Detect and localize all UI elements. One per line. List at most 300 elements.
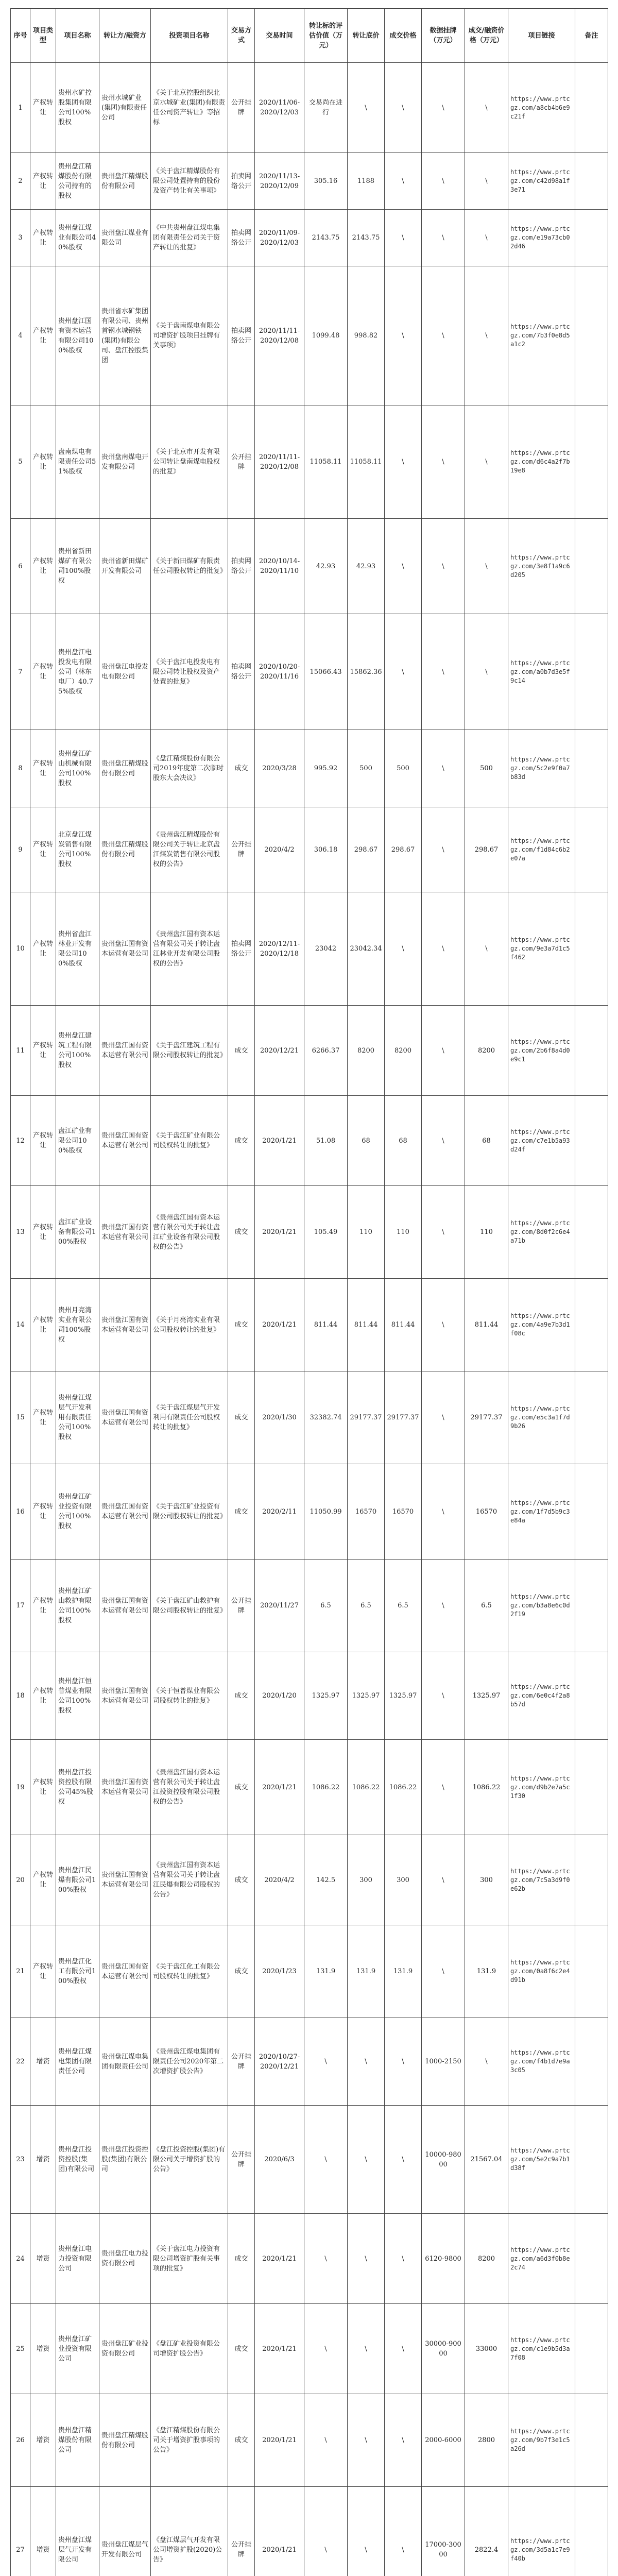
cell-name: 贵州盘江民爆有限公司100%股权 <box>56 1835 99 1925</box>
cell-type: 产权转让 <box>30 519 56 614</box>
cell-no: 27 <box>11 2487 30 2576</box>
cell-method: 公开挂牌 <box>228 63 255 153</box>
column-header: 序号 <box>11 9 30 63</box>
column-header: 成交/融资价格（万元） <box>465 9 508 63</box>
cell-floor: \ <box>348 2487 385 2576</box>
cell-no: 24 <box>11 2214 30 2304</box>
cell-floor: \ <box>348 2304 385 2394</box>
cell-no: 25 <box>11 2304 30 2394</box>
cell-floor: 11058.11 <box>348 405 385 519</box>
cell-type: 产权转让 <box>30 1371 56 1464</box>
cell-no: 18 <box>11 1652 30 1740</box>
cell-project: 《盘江精煤股份有限公司关于增资扩股事项的公告》 <box>151 2394 228 2487</box>
cell-time: 2020/1/21 <box>255 2487 304 2576</box>
cell-deal: 1325.97 <box>385 1652 422 1740</box>
table-row <box>11 2106 608 2214</box>
cell-price: 2800 <box>465 2394 508 2487</box>
cell-deal: \ <box>385 153 422 210</box>
cell-valuation: \ <box>304 2394 348 2487</box>
cell-price: \ <box>465 405 508 519</box>
cell-deal: \ <box>385 2214 422 2304</box>
table-row <box>11 2214 608 2304</box>
cell-no: 26 <box>11 2394 30 2487</box>
cell-floor: 500 <box>348 730 385 807</box>
cell-price: 2822.4 <box>465 2487 508 2576</box>
cell-price: \ <box>465 153 508 210</box>
cell-time: 2020/10/14-2020/11/10 <box>255 519 304 614</box>
cell-price: 131.9 <box>465 1925 508 2018</box>
cell-party: 贵州水城矿业(集团)有限责任公司 <box>99 63 151 153</box>
cell-party: 贵州盘江精煤股份有限公司 <box>99 2394 151 2487</box>
cell-type: 产权转让 <box>30 1464 56 1560</box>
cell-time: 2020/11/11-2020/12/08 <box>255 405 304 519</box>
cell-name: 贵州盘江矿山机械有限公司100%股权 <box>56 730 99 807</box>
cell-note <box>575 1835 608 1925</box>
cell-project: 《贵州盘江国有资本运营有限公司关于转让盘江民爆有限公司股权的公告》 <box>151 1835 228 1925</box>
cell-type: 产权转让 <box>30 153 56 210</box>
cell-no: 11 <box>11 1006 30 1096</box>
cell-listing: \ <box>422 1279 465 1371</box>
cell-link[interactable]: https://www.prtcgz.com/c1e9b5d3a7f08 <box>508 2304 575 2394</box>
cell-party: 贵州盘江国有资本运营有限公司 <box>99 1371 151 1464</box>
cell-note <box>575 2018 608 2106</box>
cell-note <box>575 614 608 730</box>
column-header: 项目类型 <box>30 9 56 63</box>
cell-project: 《关于北京市开发有限公司转让盘南煤电股权的批复》 <box>151 405 228 519</box>
cell-method: 成交 <box>228 730 255 807</box>
cell-no: 1 <box>11 63 30 153</box>
cell-valuation: 105.49 <box>304 1186 348 1279</box>
cell-link[interactable]: https://www.prtcgz.com/c42d98a1f3e71 <box>508 153 575 210</box>
cell-floor: 23042.34 <box>348 892 385 1006</box>
cell-project: 《盘江矿业投资有限公司增资扩股公告》 <box>151 2304 228 2394</box>
cell-price: 300 <box>465 1835 508 1925</box>
cell-party: 贵州省新田煤矿开发有限公司 <box>99 519 151 614</box>
cell-link[interactable]: https://www.prtcgz.com/f1d84c6b2e07a <box>508 807 575 892</box>
cell-valuation: 23042 <box>304 892 348 1006</box>
cell-deal: 811.44 <box>385 1279 422 1371</box>
cell-link[interactable]: https://www.prtcgz.com/4a9e7b3d1f08c <box>508 1279 575 1371</box>
cell-project: 《贵州盘江国有资本运营有限公司关于转让盘江投资控股有限公司股权的公告》 <box>151 1740 228 1835</box>
cell-project: 《盘江煤层气开发有限公司增资扩股(2020)公告》 <box>151 2487 228 2576</box>
table-row <box>11 210 608 266</box>
cell-listing: 17000-30000 <box>422 2487 465 2576</box>
cell-link[interactable]: https://www.prtcgz.com/7c5a3d9f0e62b <box>508 1835 575 1925</box>
cell-no: 2 <box>11 153 30 210</box>
cell-note <box>575 153 608 210</box>
cell-name: 贵州盘江矿业投资有限公司100%股权 <box>56 1464 99 1560</box>
cell-price: \ <box>465 266 508 405</box>
cell-name: 贵州盘江投资控股有限公司45%股权 <box>56 1740 99 1835</box>
cell-note <box>575 1560 608 1652</box>
cell-deal: \ <box>385 2487 422 2576</box>
table-row <box>11 807 608 892</box>
cell-name: 贵州盘江矿业投资有限公司 <box>56 2304 99 2394</box>
table-row <box>11 1835 608 1925</box>
cell-type: 产权转让 <box>30 1186 56 1279</box>
cell-deal: \ <box>385 266 422 405</box>
cell-deal: 8200 <box>385 1006 422 1096</box>
cell-method: 成交 <box>228 1186 255 1279</box>
cell-type: 产权转让 <box>30 405 56 519</box>
table-row <box>11 519 608 614</box>
cell-link[interactable]: https://www.prtcgz.com/9b7f3e1c5a26d <box>508 2394 575 2487</box>
column-header: 转让方/融资方 <box>99 9 151 63</box>
cell-valuation: 2143.75 <box>304 210 348 266</box>
cell-method: 拍卖网络公开 <box>228 210 255 266</box>
cell-name: 盘江矿业有限公司100%股权 <box>56 1096 99 1186</box>
cell-method: 成交 <box>228 2304 255 2394</box>
cell-name: 盘江矿业设备有限公司100%股权 <box>56 1186 99 1279</box>
cell-type: 增资 <box>30 2304 56 2394</box>
cell-floor: 16570 <box>348 1464 385 1560</box>
cell-price: 33000 <box>465 2304 508 2394</box>
cell-party: 贵州盘江国有资本运营有限公司 <box>99 1006 151 1096</box>
table-row <box>11 2487 608 2576</box>
cell-listing: 1000-2150 <box>422 2018 465 2106</box>
cell-project: 《贵州盘江国有资本运营有限公司关于转让盘江矿业设备有限公司股权的公告》 <box>151 1186 228 1279</box>
cell-no: 8 <box>11 730 30 807</box>
cell-no: 17 <box>11 1560 30 1652</box>
cell-type: 增资 <box>30 2487 56 2576</box>
cell-listing: \ <box>422 730 465 807</box>
cell-time: 2020/11/27 <box>255 1560 304 1652</box>
cell-type: 增资 <box>30 2394 56 2487</box>
table-row <box>11 730 608 807</box>
cell-link[interactable]: https://www.prtcgz.com/6e0c4f2a8b57d <box>508 1652 575 1740</box>
cell-link[interactable]: https://www.prtcgz.com/5e2c9a7b1d38f <box>508 2106 575 2214</box>
cell-link[interactable]: https://www.prtcgz.com/5c2e9f0a7b83d <box>508 730 575 807</box>
cell-note <box>575 1279 608 1371</box>
cell-link[interactable]: https://www.prtcgz.com/8d0f2c6e4a71b <box>508 1186 575 1279</box>
cell-no: 6 <box>11 519 30 614</box>
table-row <box>11 2018 608 2106</box>
cell-no: 14 <box>11 1279 30 1371</box>
cell-time: 2020/11/09-2020/12/03 <box>255 210 304 266</box>
cell-project: 《关于盘江精煤股份有限公司处置持有的股份及资产转让有关事项》 <box>151 153 228 210</box>
cell-time: 2020/1/21 <box>255 2214 304 2304</box>
cell-type: 产权转让 <box>30 614 56 730</box>
cell-deal: 300 <box>385 1835 422 1925</box>
cell-note <box>575 63 608 153</box>
cell-party: 贵州盘江国有资本运营有限公司 <box>99 1740 151 1835</box>
cell-valuation: 306.18 <box>304 807 348 892</box>
cell-time: 2020/4/2 <box>255 807 304 892</box>
cell-price: 8200 <box>465 2214 508 2304</box>
table-row <box>11 2304 608 2394</box>
cell-note <box>575 1186 608 1279</box>
cell-floor: 1325.97 <box>348 1652 385 1740</box>
cell-valuation: \ <box>304 2214 348 2304</box>
cell-method: 公开挂牌 <box>228 807 255 892</box>
table-row <box>11 1279 608 1371</box>
cell-method: 成交 <box>228 1006 255 1096</box>
cell-method: 成交 <box>228 2394 255 2487</box>
cell-floor: 131.9 <box>348 1925 385 2018</box>
cell-link[interactable]: https://www.prtcgz.com/7b3f0e8d5a1c2 <box>508 266 575 405</box>
cell-time: 2020/6/3 <box>255 2106 304 2214</box>
cell-party: 贵州盘江国有资本运营有限公司 <box>99 1835 151 1925</box>
cell-deal: \ <box>385 405 422 519</box>
cell-link[interactable]: https://www.prtcgz.com/e5c3a1f7d9b26 <box>508 1371 575 1464</box>
table-row <box>11 153 608 210</box>
table-row <box>11 1186 608 1279</box>
cell-link[interactable]: https://www.prtcgz.com/a0b7d3e5f9c14 <box>508 614 575 730</box>
cell-floor: \ <box>348 63 385 153</box>
cell-price: 16570 <box>465 1464 508 1560</box>
cell-listing: \ <box>422 1186 465 1279</box>
cell-name: 贵州盘江煤层气开发有限公司 <box>56 2487 99 2576</box>
cell-time: 2020/1/21 <box>255 2394 304 2487</box>
cell-listing: \ <box>422 153 465 210</box>
cell-type: 产权转让 <box>30 266 56 405</box>
cell-time: 2020/1/30 <box>255 1371 304 1464</box>
cell-deal: 500 <box>385 730 422 807</box>
cell-time: 2020/10/27-2020/12/21 <box>255 2018 304 2106</box>
cell-method: 成交 <box>228 1279 255 1371</box>
cell-link[interactable]: https://www.prtcgz.com/9e3a7d1c5f462 <box>508 892 575 1006</box>
cell-party: 贵州盘江煤层气开发有限公司 <box>99 2487 151 2576</box>
cell-link[interactable]: https://www.prtcgz.com/0a8f6c2e4d91b <box>508 1925 575 2018</box>
cell-type: 产权转让 <box>30 1096 56 1186</box>
cell-type: 产权转让 <box>30 730 56 807</box>
cell-deal: \ <box>385 519 422 614</box>
cell-price: \ <box>465 63 508 153</box>
cell-name: 贵州省盘江林业开发有限公司100%股权 <box>56 892 99 1006</box>
cell-party: 贵州盘江精煤股份有限公司 <box>99 730 151 807</box>
cell-listing: \ <box>422 1740 465 1835</box>
cell-price: \ <box>465 2018 508 2106</box>
cell-listing: 30000-90000 <box>422 2304 465 2394</box>
cell-type: 产权转让 <box>30 807 56 892</box>
cell-listing: \ <box>422 1560 465 1652</box>
cell-party: 贵州盘江煤业有限公司 <box>99 210 151 266</box>
cell-note <box>575 807 608 892</box>
cell-note <box>575 1740 608 1835</box>
cell-link[interactable]: https://www.prtcgz.com/1f7d5b9c3e84a <box>508 1464 575 1560</box>
cell-type: 产权转让 <box>30 1925 56 2018</box>
cell-party: 贵州盘江国有资本运营有限公司 <box>99 1096 151 1186</box>
cell-note <box>575 1652 608 1740</box>
cell-method: 成交 <box>228 1835 255 1925</box>
cell-deal: \ <box>385 2304 422 2394</box>
cell-link[interactable]: https://www.prtcgz.com/f4b1d7e9a3c05 <box>508 2018 575 2106</box>
cell-link[interactable]: https://www.prtcgz.com/3e8f1a9c6d205 <box>508 519 575 614</box>
cell-valuation: 32382.74 <box>304 1371 348 1464</box>
cell-name: 盘南煤电有限责任公司51%股权 <box>56 405 99 519</box>
cell-name: 贵州盘江煤层气开发利用有限责任公司100%股权 <box>56 1371 99 1464</box>
cell-floor: \ <box>348 2394 385 2487</box>
cell-time: 2020/1/21 <box>255 2304 304 2394</box>
table-row <box>11 892 608 1006</box>
table-row <box>11 614 608 730</box>
cell-project: 《盘江精煤股份有限公司2019年度第二次临时股东大会决议》 <box>151 730 228 807</box>
cell-party: 贵州盘江电力投资有限公司 <box>99 2214 151 2304</box>
cell-deal: \ <box>385 210 422 266</box>
cell-price: 500 <box>465 730 508 807</box>
cell-floor: 110 <box>348 1186 385 1279</box>
cell-time: 2020/1/20 <box>255 1652 304 1740</box>
cell-time: 2020/1/23 <box>255 1925 304 2018</box>
cell-name: 贵州水矿控股集团有限公司100%股权 <box>56 63 99 153</box>
cell-method: 成交 <box>228 1371 255 1464</box>
cell-time: 2020/1/21 <box>255 1740 304 1835</box>
cell-valuation: \ <box>304 2304 348 2394</box>
cell-listing: \ <box>422 519 465 614</box>
cell-deal: 298.67 <box>385 807 422 892</box>
cell-method: 成交 <box>228 1096 255 1186</box>
cell-link[interactable]: https://www.prtcgz.com/3d5a1c7e9f40b <box>508 2487 575 2576</box>
cell-note <box>575 2394 608 2487</box>
cell-party: 贵州盘江国有资本运营有限公司 <box>99 1279 151 1371</box>
cell-valuation: 11058.11 <box>304 405 348 519</box>
cell-price: 8200 <box>465 1006 508 1096</box>
cell-no: 21 <box>11 1925 30 2018</box>
cell-project: 《贵州盘江国有资本运营有限公司关于转让盘江林业开发有限公司股权的公告》 <box>151 892 228 1006</box>
cell-party: 贵州盘江精煤股份有限公司 <box>99 153 151 210</box>
cell-no: 10 <box>11 892 30 1006</box>
cell-price: 110 <box>465 1186 508 1279</box>
table-row <box>11 63 608 153</box>
cell-deal: 16570 <box>385 1464 422 1560</box>
cell-valuation: 交易尚在进行 <box>304 63 348 153</box>
cell-name: 贵州盘江投资控股(集团)有限公司 <box>56 2106 99 2214</box>
cell-link[interactable]: https://www.prtcgz.com/a8cb4b6e9c21f <box>508 63 575 153</box>
cell-listing: 2000-6000 <box>422 2394 465 2487</box>
cell-note <box>575 519 608 614</box>
cell-method: 公开挂牌 <box>228 2106 255 2214</box>
cell-project: 《关于月亮湾实业有限公司股权转让的批复》 <box>151 1279 228 1371</box>
cell-valuation: 15066.43 <box>304 614 348 730</box>
cell-listing: \ <box>422 1096 465 1186</box>
cell-name: 贵州盘江煤业有限公司40%股权 <box>56 210 99 266</box>
cell-party: 贵州盘江国有资本运营有限公司 <box>99 1560 151 1652</box>
cell-floor: 6.5 <box>348 1560 385 1652</box>
cell-type: 产权转让 <box>30 1006 56 1096</box>
cell-link[interactable]: https://www.prtcgz.com/a6d3f0b8e2c74 <box>508 2214 575 2304</box>
cell-method: 拍卖网络公开 <box>228 892 255 1006</box>
disclosure-table <box>10 8 608 2576</box>
cell-name: 贵州盘江化工有限公司100%股权 <box>56 1925 99 2018</box>
cell-valuation: \ <box>304 2106 348 2214</box>
cell-valuation: 1086.22 <box>304 1740 348 1835</box>
cell-link[interactable]: https://www.prtcgz.com/c7e1b5a93d24f <box>508 1096 575 1186</box>
cell-floor: 298.67 <box>348 807 385 892</box>
cell-time: 2020/1/21 <box>255 1096 304 1186</box>
cell-name: 北京盘江煤炭销售有限公司100%股权 <box>56 807 99 892</box>
cell-listing: \ <box>422 1006 465 1096</box>
cell-link[interactable]: https://www.prtcgz.com/d6c4a2f7b19e8 <box>508 405 575 519</box>
cell-party: 贵州盘江煤电集团有限责任公司 <box>99 2018 151 2106</box>
column-header: 项目名称 <box>56 9 99 63</box>
cell-name: 贵州月亮湾实业有限公司100%股权 <box>56 1279 99 1371</box>
cell-note <box>575 266 608 405</box>
cell-link[interactable]: https://www.prtcgz.com/b3a8e6c0d2f19 <box>508 1560 575 1652</box>
cell-link[interactable]: https://www.prtcgz.com/e19a73cb02d46 <box>508 210 575 266</box>
cell-party: 贵州盘江国有资本运营有限公司 <box>99 1464 151 1560</box>
cell-link[interactable]: https://www.prtcgz.com/d9b2e7a5c1f30 <box>508 1740 575 1835</box>
cell-party: 贵州盘江投资控股(集团)有限公司 <box>99 2106 151 2214</box>
cell-method: 拍卖网络公开 <box>228 153 255 210</box>
cell-time: 2020/2/11 <box>255 1464 304 1560</box>
cell-listing: \ <box>422 266 465 405</box>
cell-deal: \ <box>385 2018 422 2106</box>
cell-note <box>575 1464 608 1560</box>
cell-deal: 6.5 <box>385 1560 422 1652</box>
cell-type: 增资 <box>30 2214 56 2304</box>
cell-party: 贵州省水矿集团有限公司、贵州首钢水城钢铁(集团)有限公司、盘江控股集团 <box>99 266 151 405</box>
cell-time: 2020/10/20-2020/11/16 <box>255 614 304 730</box>
cell-party: 贵州盘江国有资本运营有限公司 <box>99 1186 151 1279</box>
cell-note <box>575 1096 608 1186</box>
cell-price: 6.5 <box>465 1560 508 1652</box>
cell-valuation: 1325.97 <box>304 1652 348 1740</box>
cell-name: 贵州盘江煤电集团有限责任公司 <box>56 2018 99 2106</box>
cell-time: 2020/12/11-2020/12/18 <box>255 892 304 1006</box>
cell-no: 5 <box>11 405 30 519</box>
cell-project: 《贵州盘江煤电集团有限责任公司2020年第二次增资扩股公告》 <box>151 2018 228 2106</box>
cell-floor: 8200 <box>348 1006 385 1096</box>
cell-deal: \ <box>385 614 422 730</box>
table-row <box>11 1464 608 1560</box>
column-header: 数据挂牌（万元） <box>422 9 465 63</box>
cell-deal: 68 <box>385 1096 422 1186</box>
cell-note <box>575 2214 608 2304</box>
cell-no: 16 <box>11 1464 30 1560</box>
table-row <box>11 405 608 519</box>
cell-name: 贵州省新田煤矿有限公司100%股权 <box>56 519 99 614</box>
cell-time: 2020/11/11-2020/12/08 <box>255 266 304 405</box>
cell-type: 产权转让 <box>30 892 56 1006</box>
cell-floor: 1188 <box>348 153 385 210</box>
cell-time: 2020/12/21 <box>255 1006 304 1096</box>
cell-no: 3 <box>11 210 30 266</box>
cell-floor: 29177.37 <box>348 1371 385 1464</box>
cell-note <box>575 210 608 266</box>
cell-link[interactable]: https://www.prtcgz.com/2b6f8a4d0e9c1 <box>508 1006 575 1096</box>
cell-type: 产权转让 <box>30 210 56 266</box>
table-row <box>11 1006 608 1096</box>
cell-project: 《中共贵州盘江煤电集团有限责任公司关于资产转让的批复》 <box>151 210 228 266</box>
cell-party: 贵州盘江国有资本运营有限公司 <box>99 1925 151 2018</box>
table-header <box>11 9 608 63</box>
cell-method: 成交 <box>228 1464 255 1560</box>
cell-floor: 1086.22 <box>348 1740 385 1835</box>
cell-method: 公开挂牌 <box>228 2487 255 2576</box>
cell-project: 《关于盘江矿业有限公司股权转让的批复》 <box>151 1096 228 1186</box>
cell-no: 4 <box>11 266 30 405</box>
cell-name: 贵州盘江建筑工程有限公司100%股权 <box>56 1006 99 1096</box>
cell-floor: 998.82 <box>348 266 385 405</box>
cell-valuation: 6266.37 <box>304 1006 348 1096</box>
cell-no: 23 <box>11 2106 30 2214</box>
cell-valuation: 131.9 <box>304 1925 348 2018</box>
cell-listing: 10000-98000 <box>422 2106 465 2214</box>
cell-note <box>575 892 608 1006</box>
table-row <box>11 1925 608 2018</box>
cell-method: 成交 <box>228 1652 255 1740</box>
cell-no: 15 <box>11 1371 30 1464</box>
cell-listing: \ <box>422 614 465 730</box>
cell-name: 贵州盘江精煤股份有限公司 <box>56 2394 99 2487</box>
cell-floor: \ <box>348 2214 385 2304</box>
cell-valuation: 305.16 <box>304 153 348 210</box>
cell-note <box>575 405 608 519</box>
cell-valuation: 6.5 <box>304 1560 348 1652</box>
cell-time: 2020/1/21 <box>255 1279 304 1371</box>
column-header: 转让标的评估价值（万元） <box>304 9 348 63</box>
cell-note <box>575 2106 608 2214</box>
